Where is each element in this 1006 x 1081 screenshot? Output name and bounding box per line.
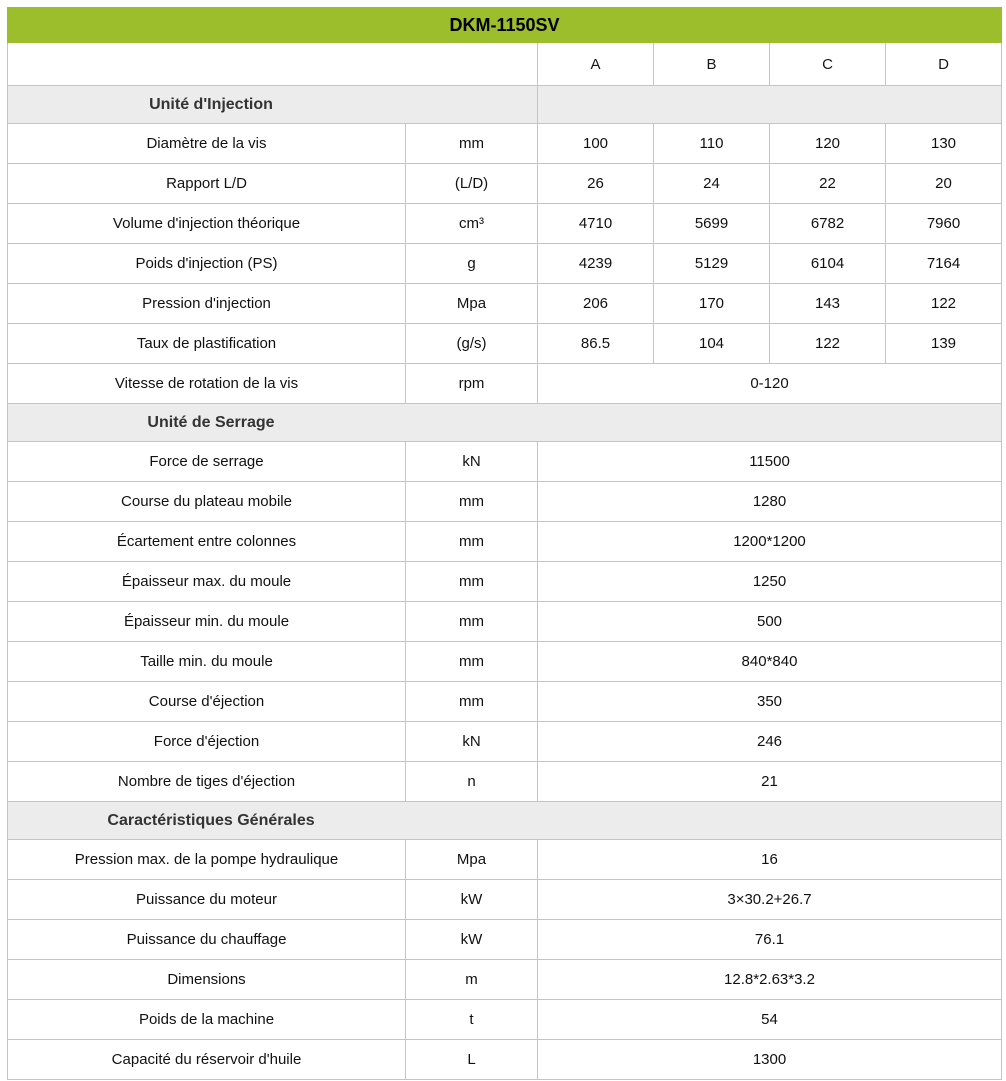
spec-label: Poids de la machine xyxy=(8,1000,406,1040)
spec-value-merged: 76.1 xyxy=(538,920,1002,960)
spec-unit: kW xyxy=(406,920,538,960)
spec-label: Force de serrage xyxy=(8,442,406,482)
spec-label: Volume d'injection théorique xyxy=(8,204,406,244)
spec-row xyxy=(8,244,1002,284)
section-header-general xyxy=(8,802,1002,840)
col-header-c: C xyxy=(770,43,886,86)
spec-value-merged: 1280 xyxy=(538,482,1002,522)
spec-unit: kW xyxy=(406,880,538,920)
col-header-a: A xyxy=(538,43,654,86)
spec-row xyxy=(8,1000,1002,1040)
spec-value-d: 20 xyxy=(886,164,1002,204)
spec-label: Dimensions xyxy=(8,960,406,1000)
spec-row xyxy=(8,284,1002,324)
spec-row xyxy=(8,840,1002,880)
spec-row xyxy=(8,682,1002,722)
section-title-cell xyxy=(8,404,1002,442)
spec-value-b: 24 xyxy=(654,164,770,204)
spec-label: Nombre de tiges d'éjection xyxy=(8,762,406,802)
spec-row xyxy=(8,482,1002,522)
section-title: Caractéristiques Générales xyxy=(107,811,315,829)
spec-row xyxy=(8,1040,1002,1080)
spec-value-merged: 0-120 xyxy=(538,364,1002,404)
spec-label: Taille min. du moule xyxy=(8,642,406,682)
spec-value-c: 6104 xyxy=(770,244,886,284)
spec-unit: t xyxy=(406,1000,538,1040)
spec-value-d: 7960 xyxy=(886,204,1002,244)
spec-value-b: 5129 xyxy=(654,244,770,284)
spec-row xyxy=(8,602,1002,642)
spec-value-b: 110 xyxy=(654,124,770,164)
spec-unit: mm xyxy=(406,562,538,602)
spec-value-c: 120 xyxy=(770,124,886,164)
spec-unit: kN xyxy=(406,442,538,482)
section-title: Unité d'Injection xyxy=(149,95,273,113)
spec-row xyxy=(8,960,1002,1000)
spec-label: Pression max. de la pompe hydraulique xyxy=(8,840,406,880)
spec-row xyxy=(8,442,1002,482)
spec-value-merged: 21 xyxy=(538,762,1002,802)
spec-label: Course d'éjection xyxy=(8,682,406,722)
spec-unit: n xyxy=(406,762,538,802)
spec-value-a: 206 xyxy=(538,284,654,324)
spec-unit: (L/D) xyxy=(406,164,538,204)
spec-row xyxy=(8,164,1002,204)
blank-header-cell xyxy=(8,43,538,86)
spec-unit: mm xyxy=(406,602,538,642)
spec-value-c: 6782 xyxy=(770,204,886,244)
spec-row xyxy=(8,522,1002,562)
spec-value-b: 104 xyxy=(654,324,770,364)
spec-value-d: 130 xyxy=(886,124,1002,164)
spec-value-merged: 3×30.2+26.7 xyxy=(538,880,1002,920)
spec-label: Course du plateau mobile xyxy=(8,482,406,522)
spec-row xyxy=(8,722,1002,762)
spec-row xyxy=(8,364,1002,404)
spec-row xyxy=(8,762,1002,802)
spec-row xyxy=(8,642,1002,682)
model-title-row xyxy=(8,8,1002,43)
spec-row xyxy=(8,324,1002,364)
spec-label: Poids d'injection (PS) xyxy=(8,244,406,284)
spec-label: Épaisseur max. du moule xyxy=(8,562,406,602)
section-header-injection xyxy=(8,86,1002,124)
spec-label: Puissance du moteur xyxy=(8,880,406,920)
spec-row xyxy=(8,562,1002,602)
spec-label: Vitesse de rotation de la vis xyxy=(8,364,406,404)
spec-unit: mm xyxy=(406,682,538,722)
section-header-clamping xyxy=(8,404,1002,442)
spec-value-a: 100 xyxy=(538,124,654,164)
spec-value-merged: 1300 xyxy=(538,1040,1002,1080)
model-title: DKM-1150SV xyxy=(8,8,1002,43)
spec-label: Épaisseur min. du moule xyxy=(8,602,406,642)
spec-value-merged: 1250 xyxy=(538,562,1002,602)
spec-value-c: 22 xyxy=(770,164,886,204)
spec-label: Écartement entre colonnes xyxy=(8,522,406,562)
spec-unit: cm³ xyxy=(406,204,538,244)
spec-label: Capacité du réservoir d'huile xyxy=(8,1040,406,1080)
spec-value-a: 4710 xyxy=(538,204,654,244)
spec-row xyxy=(8,920,1002,960)
spec-unit: g xyxy=(406,244,538,284)
spec-value-merged: 500 xyxy=(538,602,1002,642)
spec-unit: mm xyxy=(406,124,538,164)
col-header-d: D xyxy=(886,43,1002,86)
column-header-row xyxy=(8,43,1002,86)
spec-unit: Mpa xyxy=(406,284,538,324)
spec-row xyxy=(8,880,1002,920)
spec-value-merged: 11500 xyxy=(538,442,1002,482)
spec-value-merged: 246 xyxy=(538,722,1002,762)
spec-unit: Mpa xyxy=(406,840,538,880)
spec-unit: kN xyxy=(406,722,538,762)
spec-value-merged: 840*840 xyxy=(538,642,1002,682)
spec-table xyxy=(7,7,1002,1080)
spec-unit: L xyxy=(406,1040,538,1080)
spec-value-c: 143 xyxy=(770,284,886,324)
spec-value-a: 86.5 xyxy=(538,324,654,364)
spec-label: Taux de plastification xyxy=(8,324,406,364)
spec-unit: (g/s) xyxy=(406,324,538,364)
spec-label: Puissance du chauffage xyxy=(8,920,406,960)
spec-label: Pression d'injection xyxy=(8,284,406,324)
spec-unit: m xyxy=(406,960,538,1000)
spec-value-merged: 1200*1200 xyxy=(538,522,1002,562)
spec-value-a: 4239 xyxy=(538,244,654,284)
spec-unit: mm xyxy=(406,482,538,522)
spec-value-d: 122 xyxy=(886,284,1002,324)
spec-value-a: 26 xyxy=(538,164,654,204)
spec-row xyxy=(8,124,1002,164)
section-title: Unité de Serrage xyxy=(147,413,275,431)
spec-value-merged: 12.8*2.63*3.2 xyxy=(538,960,1002,1000)
spec-value-d: 7164 xyxy=(886,244,1002,284)
spec-value-b: 170 xyxy=(654,284,770,324)
col-header-b: B xyxy=(654,43,770,86)
spec-value-merged: 16 xyxy=(538,840,1002,880)
spec-label: Force d'éjection xyxy=(8,722,406,762)
spec-label: Rapport L/D xyxy=(8,164,406,204)
spec-unit: mm xyxy=(406,522,538,562)
spec-value-c: 122 xyxy=(770,324,886,364)
spec-value-b: 5699 xyxy=(654,204,770,244)
spec-row xyxy=(8,204,1002,244)
spec-value-merged: 54 xyxy=(538,1000,1002,1040)
section-spacer-cell xyxy=(538,86,1002,124)
spec-value-merged: 350 xyxy=(538,682,1002,722)
section-title-cell xyxy=(8,86,538,124)
spec-unit: mm xyxy=(406,642,538,682)
spec-unit: rpm xyxy=(406,364,538,404)
spec-value-d: 139 xyxy=(886,324,1002,364)
section-title-cell xyxy=(8,802,1002,840)
spec-label: Diamètre de la vis xyxy=(8,124,406,164)
